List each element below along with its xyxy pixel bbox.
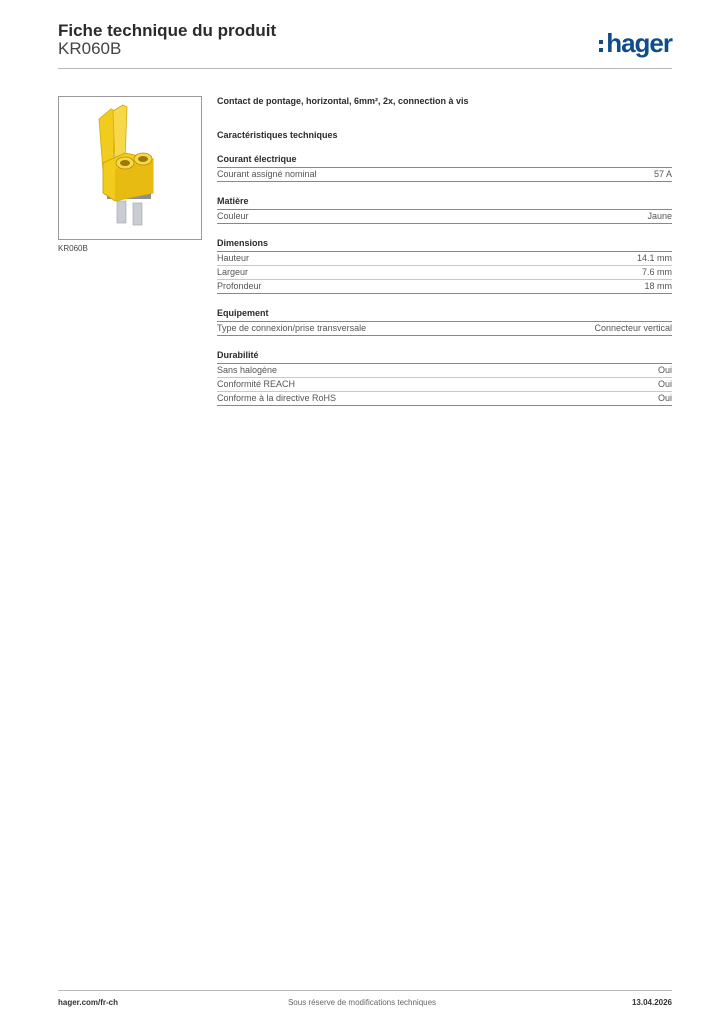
group-title: Matière	[217, 196, 672, 210]
brand-logo-text: hager	[606, 28, 672, 58]
footer-date: 13.04.2026	[631, 998, 672, 1007]
spec-row	[217, 210, 672, 224]
group-title: Courant électrique	[217, 154, 672, 168]
image-caption: KR060B	[58, 244, 88, 253]
spec-content	[217, 96, 672, 406]
bridging-contact-icon	[59, 97, 201, 239]
group-equipement	[217, 308, 672, 336]
spec-label: Couleur	[217, 211, 249, 221]
spec-label: Hauteur	[217, 253, 250, 263]
logo-dots-icon	[599, 36, 603, 52]
spec-row	[217, 168, 672, 182]
group-matiere	[217, 196, 672, 224]
spec-label: Courant assigné nominal	[217, 169, 317, 179]
footer-notice: Sous réserve de modifications techniques	[287, 998, 437, 1007]
header-divider	[58, 68, 672, 69]
product-reference: KR060B	[58, 39, 122, 58]
footer-website-link[interactable]: hager.com/fr-ch	[58, 998, 119, 1007]
group-durabilite	[217, 350, 672, 406]
spec-row	[217, 280, 672, 294]
spec-label: Sans halogène	[217, 365, 278, 375]
spec-value: Oui	[657, 365, 672, 375]
spec-value: 14.1 mm	[636, 253, 672, 263]
spec-value: Oui	[657, 379, 672, 389]
group-title: Equipement	[217, 308, 672, 322]
spec-value: Jaune	[647, 211, 672, 221]
group-dimensions	[217, 238, 672, 294]
group-title: Dimensions	[217, 238, 672, 252]
group-title: Durabilité	[217, 350, 672, 364]
spec-row	[217, 322, 672, 336]
characteristics-heading: Caractéristiques techniques	[217, 130, 338, 140]
spec-row	[217, 378, 672, 392]
spec-value: Oui	[657, 393, 672, 403]
spec-row	[217, 392, 672, 406]
spec-value: 18 mm	[644, 281, 672, 291]
spec-row	[217, 364, 672, 378]
spec-row	[217, 266, 672, 280]
spec-value: Connecteur vertical	[594, 323, 672, 333]
spec-label: Conforme à la directive RoHS	[217, 393, 337, 403]
spec-row	[217, 252, 672, 266]
spec-label: Profondeur	[217, 281, 262, 291]
spec-label: Conformité REACH	[217, 379, 296, 389]
footer-divider	[58, 990, 672, 991]
spec-value: 57 A	[653, 169, 672, 179]
page-title: Fiche technique du produit	[58, 21, 277, 40]
spec-label: Type de connexion/prise transversale	[217, 323, 367, 333]
group-courant	[217, 154, 672, 182]
spec-value: 7.6 mm	[641, 267, 672, 277]
brand-logo	[599, 28, 672, 59]
spec-label: Largeur	[217, 267, 249, 277]
product-image	[58, 96, 202, 240]
product-description: Contact de pontage, horizontal, 6mm², 2x, connection à vis	[217, 96, 469, 106]
